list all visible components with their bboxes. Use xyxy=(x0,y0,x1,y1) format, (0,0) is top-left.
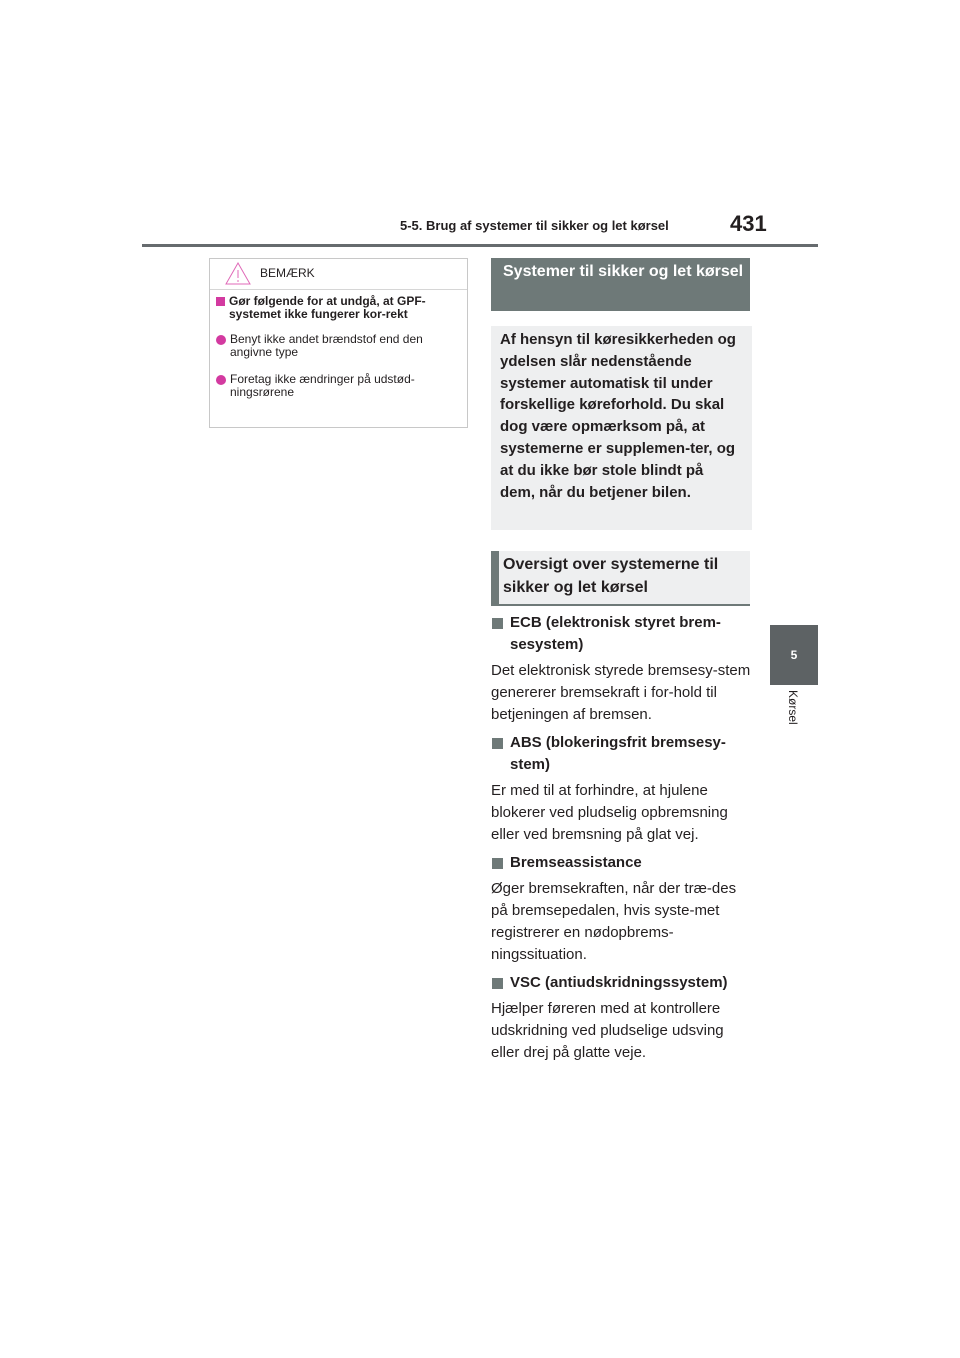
system-item xyxy=(491,852,753,966)
chapter-label: Kørsel xyxy=(786,690,800,725)
square-bullet-icon xyxy=(492,978,503,989)
system-item-heading xyxy=(491,852,753,874)
system-item-description: Er med til at forhindre, at hjulene blokerer ved pludselig opbremsning eller ved bremsning på glat vej. xyxy=(491,782,728,843)
page-number: 431 xyxy=(730,211,767,236)
system-item-title: ECB (elektronisk styret brem-sesystem) xyxy=(510,614,721,653)
system-item-title: Bremseassistance xyxy=(510,854,642,871)
chapter-number: 5 xyxy=(790,648,798,662)
circle-bullet-icon xyxy=(216,375,226,385)
running-header: 5-5. Brug af systemer til sikker og let kørsel xyxy=(400,218,669,233)
system-item-heading xyxy=(491,972,753,994)
system-item xyxy=(491,972,753,1064)
square-bullet-icon xyxy=(216,297,225,306)
notice-box xyxy=(209,258,468,428)
system-item-heading xyxy=(491,732,753,776)
system-item xyxy=(491,612,753,726)
notice-bullet-text: Foretag ikke ændringer på udstød-ningsrørene xyxy=(230,372,415,399)
square-bullet-icon xyxy=(492,738,503,749)
notice-title: BEMÆRK xyxy=(260,266,315,280)
section-title-systems: Systemer til sikker og let kørsel xyxy=(491,258,750,311)
system-item-description: Øger bremsekraften, når der træ-des på bremsepedalen, hvis syste-met registrerer en nødopbrems-ningssituation. xyxy=(491,880,737,963)
system-item-title: VSC (antiudskridningssystem) xyxy=(510,974,728,991)
notice-heading xyxy=(216,295,453,321)
section-title-overview: Oversigt over systemerne til sikker og let kørsel xyxy=(491,551,750,606)
warning-triangle-icon xyxy=(225,262,251,285)
system-item-description: Det elektronisk styrede bremsesy-stem genererer bremsekraft i for-hold til betjeningen af bremsen. xyxy=(491,662,751,723)
circle-bullet-icon xyxy=(216,335,226,345)
systems-list xyxy=(491,612,753,1070)
system-item-title: ABS (blokeringsfrit bremsesy-stem) xyxy=(510,734,726,773)
notice-header xyxy=(210,259,467,290)
square-bullet-icon xyxy=(492,858,503,869)
system-item-heading xyxy=(491,612,753,656)
system-item-description: Hjælper føreren med at kontrollere udskridning ved pludselige udsving eller drej på glatte veje. xyxy=(491,1000,724,1061)
notice-body xyxy=(210,290,467,399)
notice-bullet xyxy=(216,333,453,359)
header-divider xyxy=(142,244,818,247)
square-bullet-icon xyxy=(492,618,503,629)
system-item xyxy=(491,732,753,846)
notice-heading-text: Gør følgende for at undgå, at GPF-systemet ikke fungerer kor-rekt xyxy=(229,294,426,321)
notice-bullet-text: Benyt ikke andet brændstof end den angivne type xyxy=(230,332,423,359)
notice-bullet xyxy=(216,373,453,399)
chapter-tab xyxy=(770,625,818,685)
intro-text: Af hensyn til køresikkerheden og ydelsen slår nedenstående systemer automatisk til under forskellige køreforhold. Du skal dog være opmærksom på, at systemerne er supplemen-ter, og at du ikke bør stole blindt på dem, når du betjener bilen. xyxy=(491,326,752,530)
